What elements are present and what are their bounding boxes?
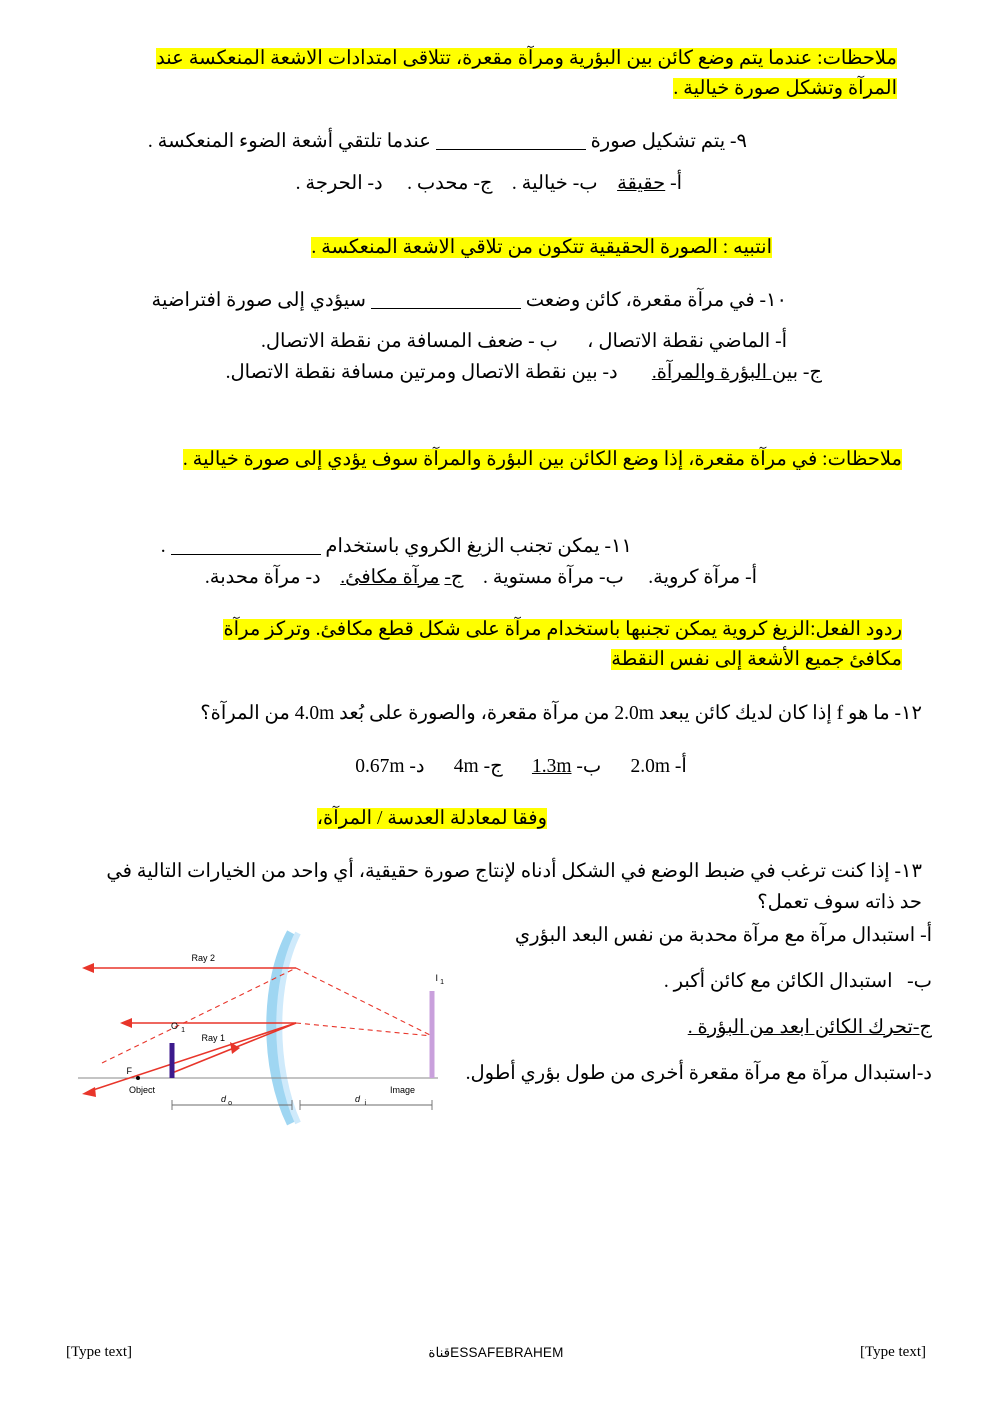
option-text-d[interactable]: مرآة محدبة. — [204, 567, 301, 588]
object-label: Object — [128, 1084, 155, 1095]
option-label-c: ج- — [444, 567, 464, 588]
note-1-text: ملاحظات: عندما يتم وضع كائن بين البؤرية ومرآة مقعرة، تتلاقى امتدادات الاشعة المنعكسة عند المرآة وتشكل صورة خيالية . — [156, 48, 897, 100]
option-label-b: ب - — [528, 331, 558, 353]
question-12-options — [60, 751, 932, 782]
question-9-options — [60, 168, 932, 199]
option-text-a[interactable]: مرآة كروية. — [648, 567, 741, 588]
option-text-b[interactable]: 1.3m — [531, 755, 572, 777]
note-block-5 — [60, 804, 932, 834]
footer-right-text: [Type text] — [859, 1344, 926, 1360]
question-10-text-before: - في مرآة مقعرة، كائن وضعت — [525, 290, 767, 312]
ray-2-label: Ray 2 — [191, 952, 215, 963]
i1-sub-label: 1 — [440, 978, 444, 986]
option-label-a: أ- — [674, 755, 687, 777]
question-11-blank[interactable] — [171, 540, 321, 555]
option-text-a[interactable]: 2.0m — [630, 755, 671, 777]
question-13 — [60, 856, 932, 918]
option-label-d: د- — [602, 362, 618, 384]
option-text-a[interactable]: استبدال مرآة مع مرآة محدبة من نفس البعد البؤري — [514, 924, 916, 946]
option-text-d[interactable]: بين نقطة الاتصال ومرتين مسافة نقطة الاتصال. — [225, 362, 598, 384]
i1-label: I — [435, 972, 438, 983]
option-text-c[interactable]: بين البؤرة والمرآة. — [651, 362, 799, 384]
question-9 — [60, 126, 932, 157]
note-block-4 — [60, 615, 932, 675]
option-label-d: د- — [305, 567, 321, 588]
focal-point-label: F — [126, 1065, 132, 1076]
o1-label: O — [170, 1020, 178, 1031]
question-9-text-before: - يتم تشكيل صورة — [590, 131, 737, 153]
option-label-c: ج- — [912, 1016, 932, 1038]
option-text-a[interactable]: حقيقة — [617, 172, 666, 194]
option-text-b[interactable]: استبدال الكائن مع كائن أكبر . — [663, 970, 893, 992]
option-text-b[interactable]: ضعف المسافة من نقطة الاتصال. — [261, 331, 524, 353]
option-text-d[interactable]: استبدال مرآة مع مرآة مقعرة أخرى من طول بؤري أطول. — [465, 1062, 917, 1084]
option-label-a: أ- — [745, 567, 757, 588]
option-text-a[interactable]: الماضي نقطة الاتصال ، — [587, 331, 771, 353]
question-10-options-row-2 — [60, 357, 932, 388]
option-label-a: أ- — [920, 924, 932, 946]
note-block-3 — [60, 445, 932, 475]
option-label-a: أ- — [775, 331, 787, 353]
question-11-number: ١١ — [611, 535, 632, 557]
dashed-ray-b — [296, 968, 432, 1036]
question-13-number: ١٣ — [901, 861, 922, 883]
question-9-blank[interactable] — [436, 135, 586, 150]
ray-2-arrow — [82, 963, 94, 973]
option-label-d: د- — [916, 1062, 932, 1084]
option-text-c[interactable]: محدب . — [407, 172, 469, 194]
option-text-d[interactable]: 0.67m — [355, 755, 405, 777]
option-text-d[interactable]: الحرجة . — [295, 172, 363, 194]
question-12-number: ١٢ — [901, 702, 922, 724]
option-label-b: ب- — [576, 755, 602, 777]
question-11-text-before: - يمكن تجنب الزيغ الكروي باستخدام — [325, 535, 612, 557]
ray-diagram-svg — [60, 923, 450, 1128]
option-label-c: ج- — [473, 172, 493, 194]
option-label-d: د- — [409, 755, 425, 777]
question-10-blank[interactable] — [371, 294, 521, 309]
di-sub-label: i — [364, 1099, 366, 1107]
note-4-text: ردود الفعل:الزيغ كروية يمكن تجنبها باستخدام مرآة على شكل قطع مكافئ. وتركز مرآة مكافئ جميع الأشعة إلى نفس النقطة — [223, 619, 902, 671]
o1-sub-label: 1 — [181, 1026, 185, 1034]
question-10 — [60, 285, 932, 316]
question-11-text-after: . — [160, 535, 166, 557]
option-text-b[interactable]: مرآة مستوية . — [483, 567, 595, 588]
note-5-text: وفقا لمعادلة العدسة / المرآة، — [316, 808, 547, 829]
option-label-a: أ- — [670, 172, 682, 194]
question-10-options-row-1 — [60, 326, 932, 357]
option-text-c[interactable]: مرآة مكافئ. — [340, 567, 440, 588]
option-label-b: ب- — [572, 172, 598, 194]
do-label: d — [220, 1093, 226, 1104]
question-9-text-after: عندما تلتقي أشعة الضوء المنعكسة . — [147, 131, 431, 153]
question-11 — [60, 531, 932, 562]
ray-1-label: Ray 1 — [201, 1032, 225, 1043]
option-text-c[interactable]: 4m — [453, 755, 479, 777]
dashed-ray-c — [296, 1023, 432, 1036]
option-label-b: ب- — [907, 970, 932, 992]
question-13-text: - إذا كنت ترغب في ضبط الوضع في الشكل أدناه لإنتاج صورة حقيقية، أي واحد من الخيارات التالية في حد ذاته سوف تعمل؟ — [106, 861, 922, 914]
option-text-b[interactable]: خيالية . — [511, 172, 568, 194]
image-label: Image — [389, 1084, 415, 1095]
do-sub-label: o — [228, 1099, 232, 1107]
footer-left-text: [Type text] — [66, 1344, 133, 1360]
question-12-text: - ما هو f إذا كان لديك كائن يبعد 2.0m من مرآة مقعرة، والصورة على بُعد 4.0m من المرآة؟ — [200, 702, 902, 724]
question-12 — [60, 698, 932, 729]
note-block-2 — [60, 233, 932, 263]
focal-point-marker — [136, 1076, 140, 1080]
note-block-1 — [60, 44, 932, 104]
note-3-text: ملاحظات: في مرآة مقعرة، إذا وضع الكائن بين البؤرة والمرآة سوف يؤدي إلى صورة خيالية . — [182, 448, 902, 470]
di-label: d — [354, 1093, 360, 1104]
option-text-c[interactable]: تحرك الكائن ابعد من البؤرة . — [687, 1016, 913, 1038]
lower-ray-arrow — [82, 1087, 96, 1097]
note-2-text: انتبيه : الصورة الحقيقية تتكون من تلاقي الاشعة المنعكسة . — [311, 236, 772, 258]
option-label-b: ب- — [599, 567, 624, 588]
option-label-c: ج- — [483, 755, 503, 777]
ray-diagram-figure — [60, 923, 450, 1128]
page-footer — [0, 1344, 992, 1361]
option-label-d: د- — [367, 172, 383, 194]
question-9-number: ٩ — [736, 131, 747, 153]
question-10-number: ١٠ — [766, 290, 787, 312]
lower-ray-line — [90, 1020, 296, 1091]
question-10-text-after: سيؤدي إلى صورة افتراضية — [151, 290, 366, 312]
ray-1-arrow — [120, 1018, 132, 1028]
footer-center-text: قناةESSAFEBRAHEM — [428, 1344, 564, 1360]
question-11-options — [60, 562, 932, 593]
option-label-c: ج- — [802, 362, 822, 384]
